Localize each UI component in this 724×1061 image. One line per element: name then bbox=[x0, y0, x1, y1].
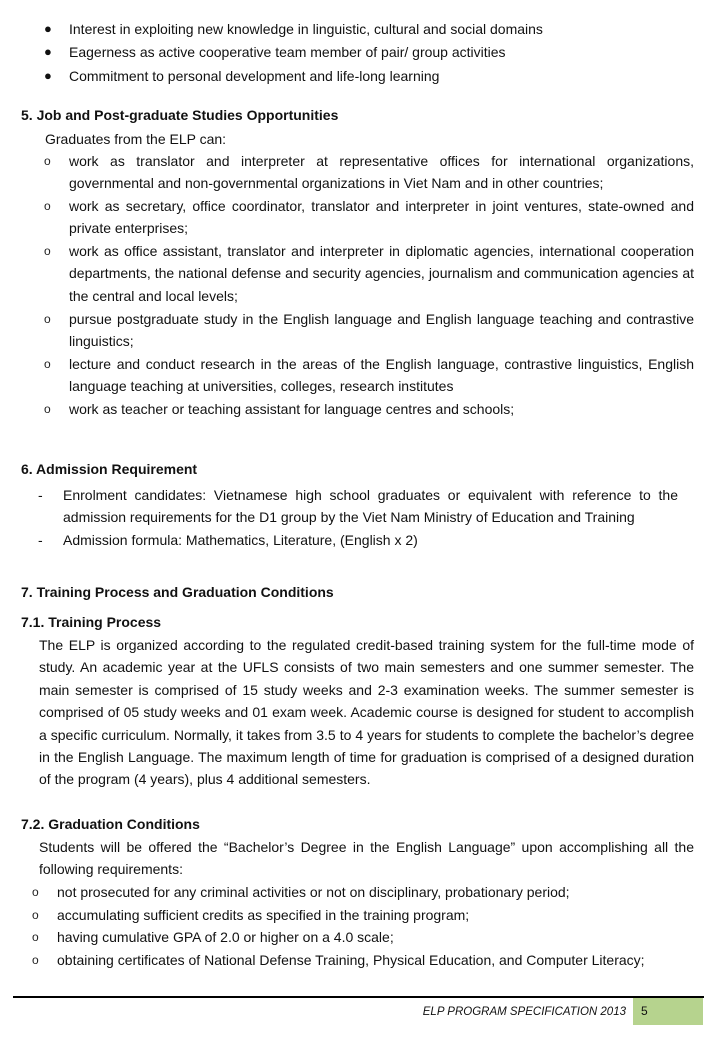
list-item: o work as secretary, office coordinator, translator and interpreter in joint ventures, state-owned and private enterprises; bbox=[44, 195, 694, 240]
page-number: 5 bbox=[641, 1004, 648, 1018]
circle-bullet-icon: o bbox=[44, 402, 51, 416]
circle-bullet-icon: o bbox=[44, 244, 51, 258]
list-item: o pursue postgraduate study in the English language and English language teaching and contrastive linguistics; bbox=[44, 308, 694, 353]
list-item: o accumulating sufficient credits as specified in the training program; bbox=[32, 904, 694, 927]
section5-intro: Graduates from the ELP can: bbox=[45, 131, 227, 147]
section7-2-intro: Students will be offered the “Bachelor’s Degree in the English Language” upon accomplishing all the following requirements: bbox=[39, 839, 694, 878]
list-item: o lecture and conduct research in the areas of the English language, contrastive linguistics, English language teaching at universities, colleges, research institutes bbox=[44, 353, 694, 398]
dash-bullet: - bbox=[38, 487, 43, 503]
list-item: o work as office assistant, translator and interpreter in diplomatic agencies, international cooperation departments, the national defense and security agencies, journalism and communication agencies at the central and local levels; bbox=[44, 240, 694, 308]
circle-bullet-icon: o bbox=[32, 930, 39, 945]
section5-list bbox=[44, 150, 694, 421]
list-item: o having cumulative GPA of 2.0 or higher on a 4.0 scale; bbox=[32, 926, 694, 949]
list-item: o obtaining certificates of National Defense Training, Physical Education, and Computer Literacy; bbox=[32, 949, 694, 972]
footer-title: ELP PROGRAM SPECIFICATION 2013 bbox=[422, 1006, 626, 1018]
bullet-icon: ● bbox=[44, 44, 52, 60]
list-item: ● Interest in exploiting new knowledge in linguistic, cultural and social domains bbox=[44, 18, 704, 41]
list-item: o work as teacher or teaching assistant for language centres and schools; bbox=[44, 398, 694, 421]
circle-bullet-icon: o bbox=[32, 907, 39, 922]
section6-list bbox=[38, 484, 678, 552]
circle-bullet-icon: o bbox=[32, 952, 39, 967]
list-item: o work as translator and interpreter at representative offices for international organizations, governmental and non-governmental organizations in Viet Nam and in other countries; bbox=[44, 150, 694, 195]
list-item: - Admission formula: Mathematics, Literature, (English x 2) bbox=[38, 529, 678, 552]
list-item: ● Eagerness as active cooperative team member of pair/ group activities bbox=[44, 41, 704, 64]
footer-divider bbox=[13, 996, 704, 998]
bullet-icon: ● bbox=[44, 67, 52, 83]
list-item: - Enrolment candidates: Vietnamese high school graduates or equivalent with reference to the admission requirements for the D1 group by the Viet Nam Ministry of Education and Training bbox=[38, 484, 678, 529]
circle-bullet-icon: o bbox=[44, 357, 51, 371]
list-item: ● Commitment to personal development and life-long learning bbox=[44, 65, 704, 88]
section7-heading: 7. Training Process and Graduation Conditions bbox=[21, 584, 334, 600]
page-number-box bbox=[633, 998, 703, 1025]
circle-bullet-icon: o bbox=[32, 885, 39, 899]
dash-bullet: - bbox=[38, 532, 43, 548]
bullet-icon: ● bbox=[44, 21, 52, 36]
section7-1-text: The ELP is organized according to the regulated credit-based training system for the full-time mode of study. An academic year at the UFLS consists of two main semesters and one summer semester. The main semester is comprised of 15 study weeks and 2-3 examination weeks. The summer semester is comprised of 05 study weeks and 01 exam week. Academic course is designed for student to accomplish a specific curriculum. Normally, it takes from 3.5 to 4 years for students to complete the bachelor’s degree in the English Language. The maximum length of time for graduation is comprised of a designed duration of the program (4 years), plus 4 additional semesters. bbox=[39, 637, 694, 788]
section7-2-list bbox=[32, 881, 694, 971]
attitudes-list bbox=[44, 18, 704, 88]
section6-heading: 6. Admission Requirement bbox=[21, 461, 198, 477]
circle-bullet-icon: o bbox=[44, 199, 51, 213]
section7-2-heading: 7.2. Graduation Conditions bbox=[21, 816, 200, 832]
section5-heading: 5. Job and Post-graduate Studies Opportunities bbox=[21, 107, 339, 123]
circle-bullet-icon: o bbox=[44, 154, 51, 168]
list-item: o not prosecuted for any criminal activities or not on disciplinary, probationary period; bbox=[32, 881, 694, 904]
circle-bullet-icon: o bbox=[44, 312, 51, 326]
section7-1-heading: 7.1. Training Process bbox=[21, 614, 162, 630]
